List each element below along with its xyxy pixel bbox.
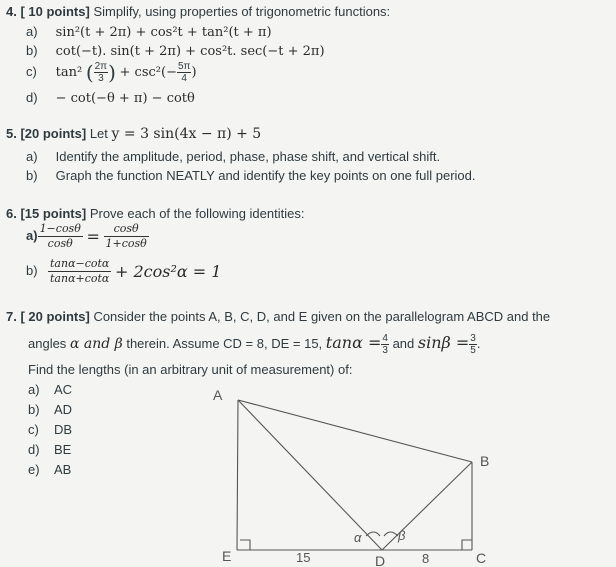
item-text: DB: [54, 422, 73, 437]
item-text: AD: [54, 402, 73, 417]
vertex-label-a: A: [213, 387, 223, 403]
segment-ad: [238, 400, 382, 550]
item-label: a): [26, 24, 38, 39]
equation: y = 3 sin(4x − π) + 5: [111, 126, 262, 142]
math-expression: cot(−t). sin(t + 2π) + cos²t. sec(−t + 2π): [55, 44, 325, 59]
paren-close: ): [108, 60, 116, 85]
angle-label-alpha: α: [354, 530, 362, 545]
item-text: AB: [54, 462, 72, 477]
points-label: [15 points]: [20, 206, 87, 221]
vertex-label-c: C: [476, 550, 487, 566]
side-ae: [237, 400, 238, 550]
item-label: c): [28, 422, 39, 437]
question-number: 5.: [6, 126, 17, 141]
question-number: 6.: [6, 206, 17, 221]
denominator: 3: [98, 73, 104, 84]
denominator: 5: [470, 345, 476, 357]
item-label: b): [26, 168, 38, 183]
numerator: tanα−cotα: [50, 257, 110, 270]
item-label: a): [26, 227, 38, 243]
text-segment: and: [392, 336, 415, 351]
math-expression: − cot(−θ + π) − cotθ: [55, 91, 195, 106]
item-text: Graph the function NEATLY and identify the key points on one full period.: [55, 168, 476, 183]
vertex-label-b: B: [480, 453, 490, 469]
points-label: [ 20 points]: [20, 309, 90, 324]
numerator: 4: [382, 333, 388, 345]
points-label: [20 points]: [20, 126, 87, 141]
item-text: Identify the amplitude, period, phase, phase shift, and vertical shift.: [55, 149, 441, 164]
text-segment: therein. Assume CD = 8, DE = 15,: [126, 336, 323, 351]
sin-expression: sinβ =: [417, 333, 470, 352]
denominator: cosθ: [47, 237, 73, 250]
math-expression-prefix: tan²: [55, 64, 83, 80]
vertex-label-e: E: [222, 548, 232, 564]
numerator: 3: [470, 333, 476, 345]
numerator: cosθ: [104, 222, 149, 237]
text-segment: angles: [28, 336, 67, 351]
tan-expression: tanα =: [325, 333, 382, 352]
math-expression: + 2cos²α = 1: [114, 262, 222, 281]
item-label: b): [26, 43, 38, 58]
item-label: a): [26, 149, 38, 164]
question-text-line1: Consider the points A, B, C, D, and E given on the parallelogram ABCD and the: [93, 309, 551, 324]
segment-db: [382, 462, 472, 550]
text-segment: Find the lengths (in an arbitrary unit of measurement) of:: [28, 362, 353, 377]
length-label-ed: 15: [296, 550, 311, 565]
item-label: e): [28, 462, 40, 477]
item-label: a): [28, 382, 40, 397]
question-number: 7.: [6, 309, 17, 324]
equals-sign: =: [86, 227, 100, 246]
math-expression-post: ): [191, 64, 197, 80]
angle-label-beta: β: [398, 528, 406, 543]
denominator: 4: [181, 73, 187, 84]
question-number: 4.: [6, 4, 17, 19]
item-label: b): [26, 262, 38, 278]
denominator: 1+cosθ: [105, 237, 147, 250]
length-label-dc: 8: [422, 551, 430, 566]
question-prompt: Simplify, using properties of trigonometric functions:: [93, 4, 391, 19]
points-label: [ 10 points]: [20, 4, 90, 19]
item-label: c): [26, 63, 37, 79]
vertex-label-d: D: [375, 553, 386, 567]
question-prompt: Prove each of the following identities:: [89, 206, 305, 221]
right-angle-mark-e: [240, 540, 250, 550]
numerator: 5π: [177, 61, 191, 72]
angle-arc-beta: [384, 532, 398, 536]
question-prompt: Let: [89, 126, 108, 141]
math-expression: sin²(t + 2π) + cos²t + tan²(t + π): [55, 25, 272, 40]
item-label: d): [28, 442, 40, 457]
item-text: BE: [54, 442, 72, 457]
side-ab: [238, 400, 472, 462]
math-expression-mid: + csc²(−: [119, 64, 177, 80]
item-text: AC: [54, 382, 73, 397]
q7-line2: angles α and β therein. Assume CD = 8, DE = 15, tanα = $\frac{4}{3}$ and sinβ = $\frac{3}{5}$ .: [28, 333, 481, 357]
denominator: tanα+cotα: [50, 272, 110, 285]
right-angle-mark-c: [462, 540, 472, 550]
denominator: 3: [382, 345, 388, 357]
angles-expression: α and β: [69, 336, 123, 352]
item-label: d): [26, 90, 38, 105]
item-label: b): [28, 402, 40, 417]
numerator: 1−cosθ: [39, 222, 81, 235]
paren-open: (: [85, 60, 94, 85]
numerator: 2π: [94, 61, 108, 72]
